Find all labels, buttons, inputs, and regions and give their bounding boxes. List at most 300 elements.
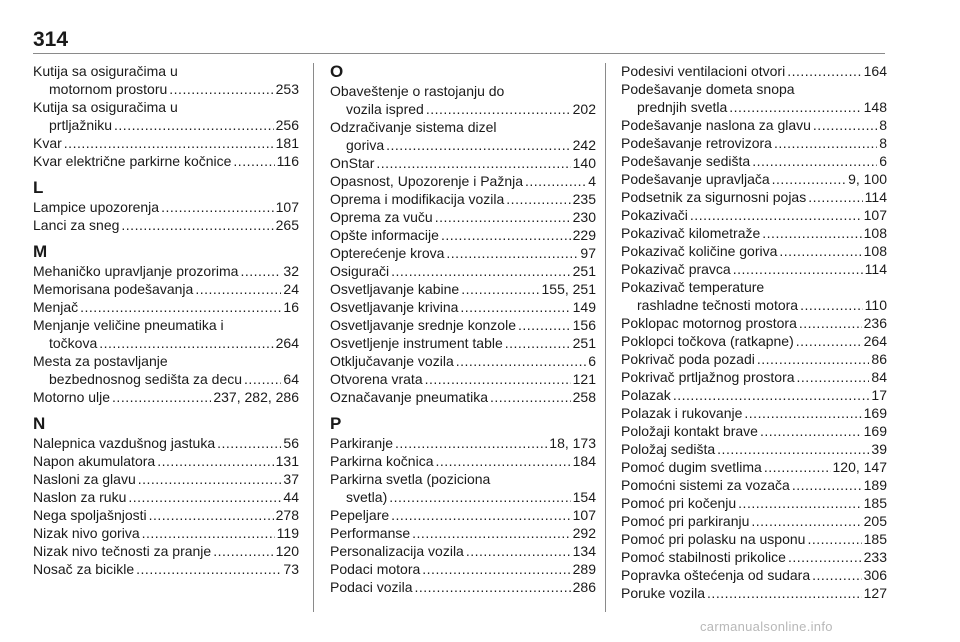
page-reference: 155, 251 — [541, 281, 596, 297]
index-term: Motorno ulje — [33, 389, 111, 405]
index-entry — [33, 116, 299, 134]
page-reference: 114 — [864, 261, 887, 277]
index-entry — [33, 134, 299, 152]
dot-leader — [787, 62, 861, 80]
index-term: goriva — [346, 137, 385, 153]
index-term: Podešavanje naslona za glavu — [621, 117, 811, 133]
page-reference: 237, 282, 286 — [213, 389, 299, 405]
index-entry — [33, 560, 299, 578]
index-entry — [33, 434, 299, 452]
page-reference: 264 — [863, 333, 887, 349]
index-term: motornom prostoru — [49, 81, 168, 97]
index-term: Pokrivač poda pozadi — [621, 351, 755, 367]
dot-leader — [80, 298, 281, 316]
page-reference: 258 — [572, 389, 596, 405]
page-reference: 18, 173 — [549, 435, 596, 451]
index-entry-heading: Pokazivač temperature — [621, 279, 765, 295]
index-entry — [330, 578, 596, 596]
page-reference: 164 — [863, 63, 887, 79]
index-entry — [330, 452, 596, 470]
dot-leader — [169, 80, 273, 98]
index-entry — [330, 316, 596, 334]
index-entry — [33, 524, 299, 542]
dot-leader — [518, 316, 571, 334]
index-entry — [330, 244, 596, 262]
index-entry — [621, 458, 887, 476]
column-divider — [313, 63, 314, 612]
index-entry — [330, 208, 596, 226]
index-term: Napon akumulatora — [33, 453, 156, 469]
page-reference: 119 — [276, 525, 299, 541]
page-reference: 73 — [283, 561, 299, 577]
index-entry — [33, 506, 299, 524]
index-term: Lanci za sneg — [33, 217, 120, 233]
index-term: Polazak i rukovanje — [621, 405, 743, 421]
index-term: Osvetljavanje srednje konzole — [330, 317, 516, 333]
index-entry — [330, 524, 596, 542]
dot-leader — [812, 566, 862, 584]
index-column-2 — [330, 62, 596, 596]
dot-leader — [808, 188, 862, 206]
page-reference: 251 — [572, 263, 596, 279]
dot-leader — [436, 452, 571, 470]
index-entry — [33, 370, 299, 388]
page-reference: 233 — [863, 549, 887, 565]
page-reference: 121 — [572, 371, 596, 387]
index-section — [330, 62, 596, 406]
index-term: svetla) — [346, 489, 388, 505]
dot-leader — [799, 314, 862, 332]
dot-leader — [195, 280, 281, 298]
index-term: Pokazivači — [621, 207, 688, 223]
index-entry — [621, 152, 887, 170]
page-reference: 107 — [572, 507, 596, 523]
dot-leader — [673, 386, 870, 404]
index-term: Pomoćni sistemi za vozača — [621, 477, 790, 493]
dot-leader — [213, 542, 273, 560]
dot-leader — [128, 488, 281, 506]
index-entry — [621, 404, 887, 422]
index-entry — [330, 560, 596, 578]
dot-leader — [114, 116, 274, 134]
dot-leader — [391, 506, 570, 524]
page-reference: 286 — [572, 579, 596, 595]
index-term: Performanse — [330, 525, 411, 541]
index-term: Podesivi ventilacioni otvori — [621, 63, 786, 79]
page-reference: 114 — [864, 189, 887, 205]
page-reference: 97 — [580, 245, 596, 261]
index-term: Pomoć stabilnosti prikolice — [621, 549, 786, 565]
index-term: Poklopac motornog prostora — [621, 315, 797, 331]
index-term: Podaci vozila — [330, 579, 413, 595]
section-letter: M — [33, 242, 48, 261]
index-term: Pokazivač količine goriva — [621, 243, 778, 259]
index-term: Pomoć pri parkiranju — [621, 513, 750, 529]
dot-leader — [142, 524, 275, 542]
page-reference: 205 — [863, 513, 887, 529]
index-entry — [621, 206, 887, 224]
index-entry-heading: Kutija sa osiguračima u — [33, 99, 178, 115]
dot-leader — [136, 560, 281, 578]
index-entry — [330, 352, 596, 370]
section-letter: L — [33, 178, 44, 197]
dot-leader — [422, 560, 570, 578]
index-term: Nalepnica vazdušnog jastuka — [33, 435, 216, 451]
page-reference: 169 — [863, 423, 887, 439]
page-reference: 107 — [275, 199, 299, 215]
dot-leader — [376, 154, 570, 172]
index-term: OnStar — [330, 155, 375, 171]
index-entry — [330, 388, 596, 406]
index-term: vozila ispred — [346, 101, 424, 117]
index-entry — [33, 388, 299, 406]
dot-leader — [460, 298, 570, 316]
dot-leader — [751, 512, 861, 530]
dot-leader — [121, 216, 273, 234]
index-entry — [33, 334, 299, 352]
section-letter: O — [330, 62, 344, 81]
dot-leader — [161, 198, 274, 216]
dot-leader — [813, 116, 877, 134]
page-reference: 235 — [572, 191, 596, 207]
index-term: Nizak nivo goriva — [33, 525, 140, 541]
dot-leader — [733, 260, 863, 278]
page-reference: 37 — [283, 471, 299, 487]
index-term: točkova — [49, 335, 98, 351]
index-entry — [621, 62, 887, 80]
page-reference: 278 — [275, 507, 299, 523]
page-reference: 120, 147 — [832, 459, 887, 475]
index-term: Kvar električne parkirne kočnice — [33, 153, 232, 169]
page-reference: 202 — [572, 101, 596, 117]
dot-leader — [717, 440, 869, 458]
index-entry — [621, 170, 887, 188]
index-entry — [330, 488, 596, 506]
index-term: Parkiranje — [330, 435, 394, 451]
dot-leader — [240, 262, 281, 280]
dot-leader — [466, 542, 571, 560]
index-entry — [330, 280, 596, 298]
header-rule — [33, 53, 885, 54]
index-entry — [621, 512, 887, 530]
index-entry — [621, 98, 887, 116]
page-reference: 134 — [572, 543, 596, 559]
page-reference: 289 — [572, 561, 596, 577]
page-reference: 116 — [276, 153, 299, 169]
dot-leader — [157, 452, 273, 470]
index-term: bezbednosnog sedišta za decu — [49, 371, 243, 387]
index-term: Pokazivač pravca — [621, 261, 731, 277]
index-term: Oprema i modifikacija vozila — [330, 191, 505, 207]
index-entry — [33, 198, 299, 216]
index-entry — [621, 224, 887, 242]
dot-leader — [738, 494, 861, 512]
index-entry — [33, 80, 299, 98]
dot-leader — [441, 226, 571, 244]
page-reference: 184 — [572, 453, 596, 469]
dot-leader — [244, 370, 281, 388]
dot-leader — [779, 242, 861, 260]
page-reference: 181 — [275, 135, 299, 151]
index-entry — [621, 548, 887, 566]
index-entry-heading: Menjanje veličine pneumatika i — [33, 317, 224, 333]
dot-leader — [506, 190, 570, 208]
index-entry — [621, 584, 887, 602]
page-reference: 8 — [879, 135, 887, 151]
page-reference: 156 — [572, 317, 596, 333]
index-entry-heading: Parkirna svetla (poziciona — [330, 471, 491, 487]
index-entry — [330, 172, 596, 190]
page-reference: 189 — [863, 477, 887, 493]
index-term: Nasloni za glavu — [33, 471, 136, 487]
index-entry — [621, 386, 887, 404]
index-term: rashladne tečnosti motora — [637, 297, 799, 313]
page-reference: 185 — [863, 495, 887, 511]
page-reference: 127 — [863, 585, 887, 601]
page-reference: 16 — [283, 299, 299, 315]
page-reference: 86 — [871, 351, 887, 367]
dot-leader — [796, 332, 862, 350]
dot-leader — [792, 476, 862, 494]
dot-leader — [797, 368, 870, 386]
index-entry — [330, 334, 596, 352]
index-term: Parkirna kočnica — [330, 453, 434, 469]
dot-leader — [505, 334, 571, 352]
index-entry — [33, 542, 299, 560]
index-entry — [621, 314, 887, 332]
index-term: Poruke vozila — [621, 585, 706, 601]
page-reference: 140 — [572, 155, 596, 171]
index-term: Otključavanje vozila — [330, 353, 454, 369]
index-term: Osvetljavanje kabine — [330, 281, 460, 297]
dot-leader — [389, 488, 570, 506]
index-entry — [330, 100, 596, 118]
dot-leader — [757, 350, 870, 368]
index-term: Memorisana podešavanja — [33, 281, 194, 297]
page-reference: 44 — [283, 489, 299, 505]
page-reference: 6 — [879, 153, 887, 169]
index-entry — [33, 488, 299, 506]
dot-leader — [415, 578, 571, 596]
index-entry — [33, 152, 299, 170]
index-entry — [330, 434, 596, 452]
index-entry — [330, 226, 596, 244]
index-entry — [621, 368, 887, 386]
page-reference: 264 — [275, 335, 299, 351]
index-term: Opterećenje krova — [330, 245, 445, 261]
index-term: Pomoć dugim svetlima — [621, 459, 762, 475]
index-entry — [621, 296, 887, 314]
page-reference: 24 — [283, 281, 299, 297]
index-section — [33, 178, 299, 234]
index-entry — [33, 298, 299, 316]
index-entry — [621, 476, 887, 494]
index-term: Opšte informacije — [330, 227, 439, 243]
page-reference: 6 — [588, 353, 596, 369]
page-reference: 32 — [283, 263, 299, 279]
page-reference: 154 — [572, 489, 596, 505]
index-term: Oprema za vuču — [330, 209, 433, 225]
index-term: Popravka oštećenja od sudara — [621, 567, 811, 583]
index-entry — [621, 494, 887, 512]
dot-leader — [149, 506, 274, 524]
dot-leader — [772, 170, 846, 188]
index-term: Nosač za bicikle — [33, 561, 135, 577]
index-entry — [621, 188, 887, 206]
index-column-1 — [33, 62, 299, 578]
dot-leader — [412, 524, 570, 542]
page-reference: 230 — [572, 209, 596, 225]
page-reference: 120 — [275, 543, 299, 559]
page-reference: 292 — [572, 525, 596, 541]
index-term: prednjih svetla — [637, 99, 728, 115]
index-term: Mehaničko upravljanje prozorima — [33, 263, 239, 279]
dot-leader — [435, 208, 571, 226]
index-term: Podešavanje upravljača — [621, 171, 770, 187]
index-term: Položaji kontakt brave — [621, 423, 758, 439]
page-reference: 148 — [863, 99, 887, 115]
dot-leader — [744, 404, 861, 422]
index-entry — [330, 298, 596, 316]
index-entry-heading: Mesta za postavljanje — [33, 353, 168, 369]
index-term: Nega spoljašnjosti — [33, 507, 147, 523]
index-term: Osigurači — [330, 263, 390, 279]
dot-leader — [386, 136, 571, 154]
page-reference: 107 — [863, 207, 887, 223]
index-entry — [621, 440, 887, 458]
index-term: Polazak — [621, 387, 671, 403]
index-term: Personalizacija vozila — [330, 543, 464, 559]
dot-leader — [774, 134, 877, 152]
dot-leader — [729, 98, 861, 116]
dot-leader — [217, 434, 281, 452]
index-term: Osvetljenje instrument table — [330, 335, 503, 351]
dot-leader — [490, 388, 571, 406]
page-reference: 185 — [863, 531, 887, 547]
index-entry — [330, 136, 596, 154]
dot-leader — [752, 152, 877, 170]
index-term: Nizak nivo tečnosti za pranje — [33, 543, 212, 559]
index-term: Pepeljare — [330, 507, 390, 523]
page-reference: 39 — [871, 441, 887, 457]
index-entry — [621, 332, 887, 350]
page-reference: 169 — [863, 405, 887, 421]
index-section — [621, 62, 887, 602]
page-reference: 9, 100 — [848, 171, 887, 187]
page-reference: 306 — [863, 567, 887, 583]
index-column-3 — [621, 62, 887, 602]
index-entry — [33, 280, 299, 298]
dot-leader — [760, 422, 862, 440]
dot-leader — [426, 100, 571, 118]
index-term: Menjač — [33, 299, 79, 315]
index-term: Položaj sedišta — [621, 441, 716, 457]
index-entry — [621, 530, 887, 548]
dot-leader — [425, 370, 571, 388]
page-reference: 251 — [572, 335, 596, 351]
index-term: Podešavanje sedišta — [621, 153, 751, 169]
section-letter: P — [330, 414, 342, 433]
index-term: Pokazivač kilometraže — [621, 225, 761, 241]
index-term: Naslon za ruku — [33, 489, 127, 505]
index-term: Pokrivač prtljažnog prostora — [621, 369, 795, 385]
index-entry — [330, 190, 596, 208]
dot-leader — [395, 434, 547, 452]
index-term: Poklopci točkova (ratkapne) — [621, 333, 794, 349]
index-entry — [330, 370, 596, 388]
index-term: Pomoć pri polasku na usponu — [621, 531, 806, 547]
index-entry — [33, 262, 299, 280]
page-reference: 64 — [283, 371, 299, 387]
index-section — [33, 242, 299, 406]
section-letter: N — [33, 414, 46, 433]
index-entry — [330, 154, 596, 172]
index-term: Opasnost, Upozorenje i Pažnja — [330, 173, 523, 189]
page-reference: 108 — [863, 243, 887, 259]
index-entry — [33, 452, 299, 470]
dot-leader — [99, 334, 273, 352]
page-reference: 56 — [283, 435, 299, 451]
dot-leader — [446, 244, 578, 262]
index-entry — [621, 566, 887, 584]
index-entry — [621, 242, 887, 260]
dot-leader — [64, 134, 274, 152]
index-entry — [621, 134, 887, 152]
page-reference: 253 — [275, 81, 299, 97]
index-term: Podešavanje retrovizora — [621, 135, 772, 151]
page-reference: 236 — [863, 315, 887, 331]
index-term: Kvar — [33, 135, 62, 151]
index-section — [33, 62, 299, 170]
dot-leader — [391, 262, 571, 280]
page-reference: 149 — [572, 299, 596, 315]
dot-leader — [764, 458, 831, 476]
index-term: Otvorena vrata — [330, 371, 423, 387]
index-entry — [330, 542, 596, 560]
page-reference: 8 — [879, 117, 887, 133]
index-term: Podaci motora — [330, 561, 421, 577]
dot-leader — [800, 296, 863, 314]
page-reference: 131 — [275, 453, 299, 469]
dot-leader — [807, 530, 861, 548]
dot-leader — [690, 206, 862, 224]
page-reference: 242 — [572, 137, 596, 153]
index-section — [33, 414, 299, 578]
index-section — [330, 414, 596, 596]
index-entry-heading: Podešavanje dometa snopa — [621, 81, 795, 97]
dot-leader — [461, 280, 539, 298]
index-entry-heading: Odzračivanje sistema dizel — [330, 119, 497, 135]
dot-leader — [456, 352, 586, 370]
page-number: 314 — [33, 28, 69, 51]
index-entry — [330, 506, 596, 524]
index-term: Lampice upozorenja — [33, 199, 160, 215]
index-term: Podsetnik za sigurnosni pojas — [621, 189, 807, 205]
page-reference: 229 — [572, 227, 596, 243]
page-reference: 17 — [871, 387, 887, 403]
index-term: Osvetljavanje krivina — [330, 299, 459, 315]
index-entry — [621, 260, 887, 278]
footer-watermark: carmanualsonline.info — [700, 619, 833, 634]
index-entry-heading: Kutija sa osiguračima u — [33, 63, 178, 79]
dot-leader — [525, 172, 586, 190]
dot-leader — [233, 152, 274, 170]
page-reference: 256 — [275, 117, 299, 133]
page-reference: 108 — [863, 225, 887, 241]
page-reference: 110 — [864, 297, 887, 313]
index-entry — [330, 262, 596, 280]
index-entry — [33, 470, 299, 488]
